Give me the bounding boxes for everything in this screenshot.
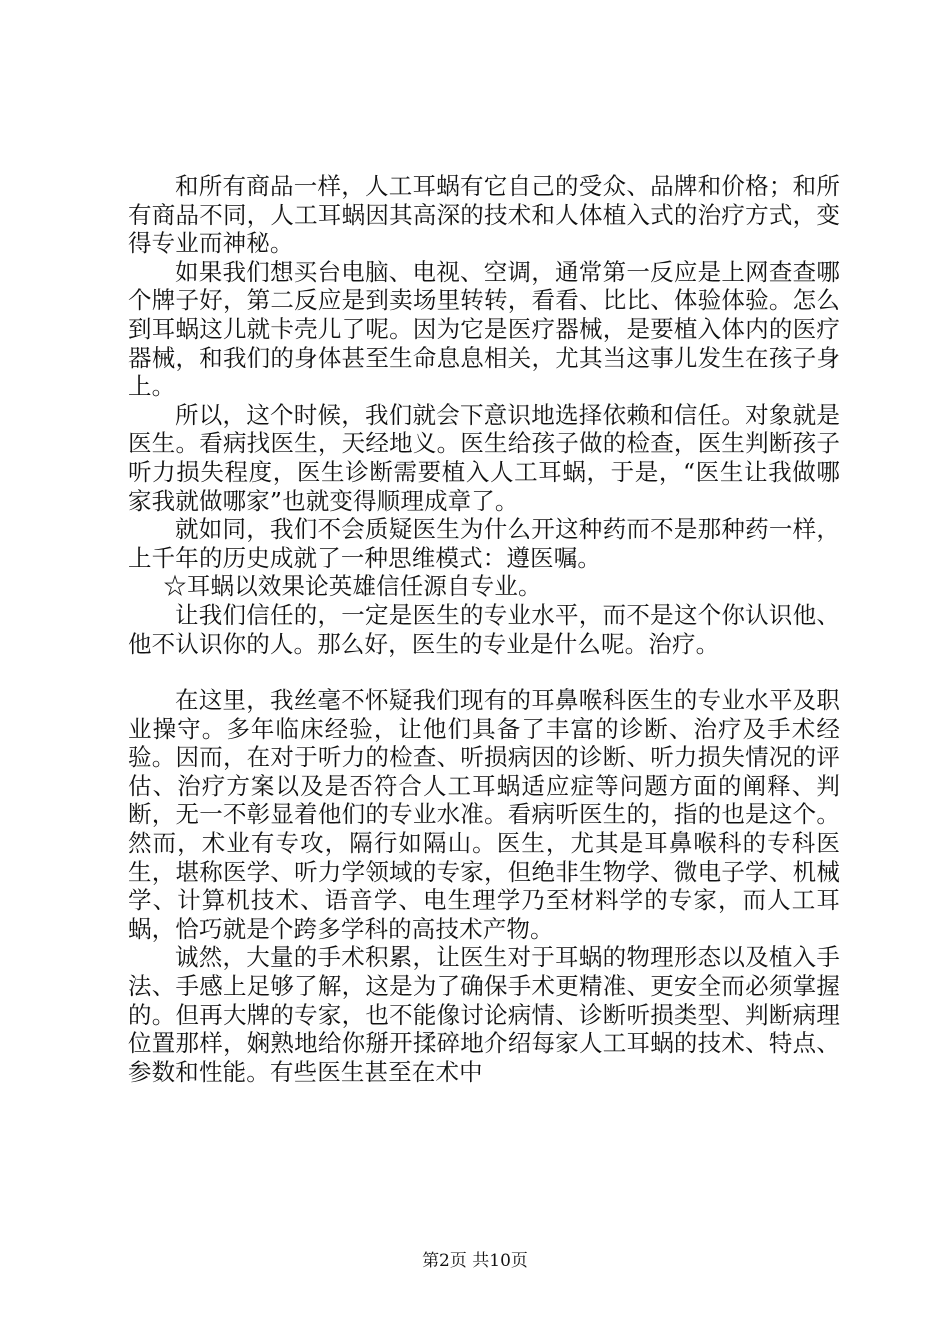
paragraph-3: 所以，这个时候，我们就会下意识地选择依赖和信任。对象就是医生。看病找医生，天经地义。医生给孩子做的检查，医生判断孩子听力损失程度，医生诊断需要植入人工耳蜗，于是，“医生让我做哪家我就做哪家”也就变得顺理成章了。 — [128, 400, 840, 515]
paragraph-5: 让我们信任的，一定是医生的专业水平，而不是这个你认识他、他不认识你的人。那么好，医生的专业是什么呢。治疗。 — [128, 600, 840, 658]
paragraph-7: 诚然，大量的手术积累，让医生对于耳蜗的物理形态以及植入手法、手感上足够了解，这是为了确保手术更精准、更安全而必须掌握的。但再大牌的专家，也不能像讨论病情、诊断听损类型、判断病理位置那样，娴熟地给你掰开揉碎地介绍每家人工耳蜗的技术、特点、参数和性能。有些医生甚至在术中 — [128, 943, 840, 1086]
section-heading: ☆耳蜗以效果论英雄信任源自专业。 — [163, 572, 542, 601]
page-number-footer: 第2页 共10页 — [422, 1251, 528, 1271]
paragraph-6: 在这里，我丝毫不怀疑我们现有的耳鼻喉科医生的专业水平及职业操守。多年临床经验，让他们具备了丰富的诊断、治疗及手术经验。因而，在对于听力的检查、听损病因的诊断、听力损失情况的评估、治疗方案以及是否符合人工耳蜗适应症等问题方面的阐释、判断，无一不彰显着他们的专业水准。看病听医生的，指的也是这个。然而，术业有专攻，隔行如隔山。医生，尤其是耳鼻喉科的专科医生，堪称医学、听力学领域的专家，但绝非生物学、微电子学、机械学、计算机技术、语音学、电生理学乃至材料学的专家，而人工耳蜗，恰巧就是个跨多学科的高技术产物。 — [128, 686, 840, 943]
paragraph-2: 如果我们想买台电脑、电视、空调，通常第一反应是上网查查哪个牌子好，第二反应是到卖场里转转，看看、比比、体验体验。怎么到耳蜗这儿就卡壳儿了呢。因为它是医疗器械，是要植入体内的医疗器械，和我们的身体甚至生命息息相关，尤其当这事儿发生在孩子身上。 — [128, 257, 840, 401]
document-body — [128, 172, 840, 1086]
paragraph-4: 就如同，我们不会质疑医生为什么开这种药而不是那种药一样，上千年的历史成就了一种思维模式：遵医嘱。 — [128, 515, 840, 572]
paragraph-1: 和所有商品一样，人工耳蜗有它自己的受众、品牌和价格；和所有商品不同，人工耳蜗因其高深的技术和人体植入式的治疗方式，变得专业而神秘。 — [128, 172, 840, 258]
